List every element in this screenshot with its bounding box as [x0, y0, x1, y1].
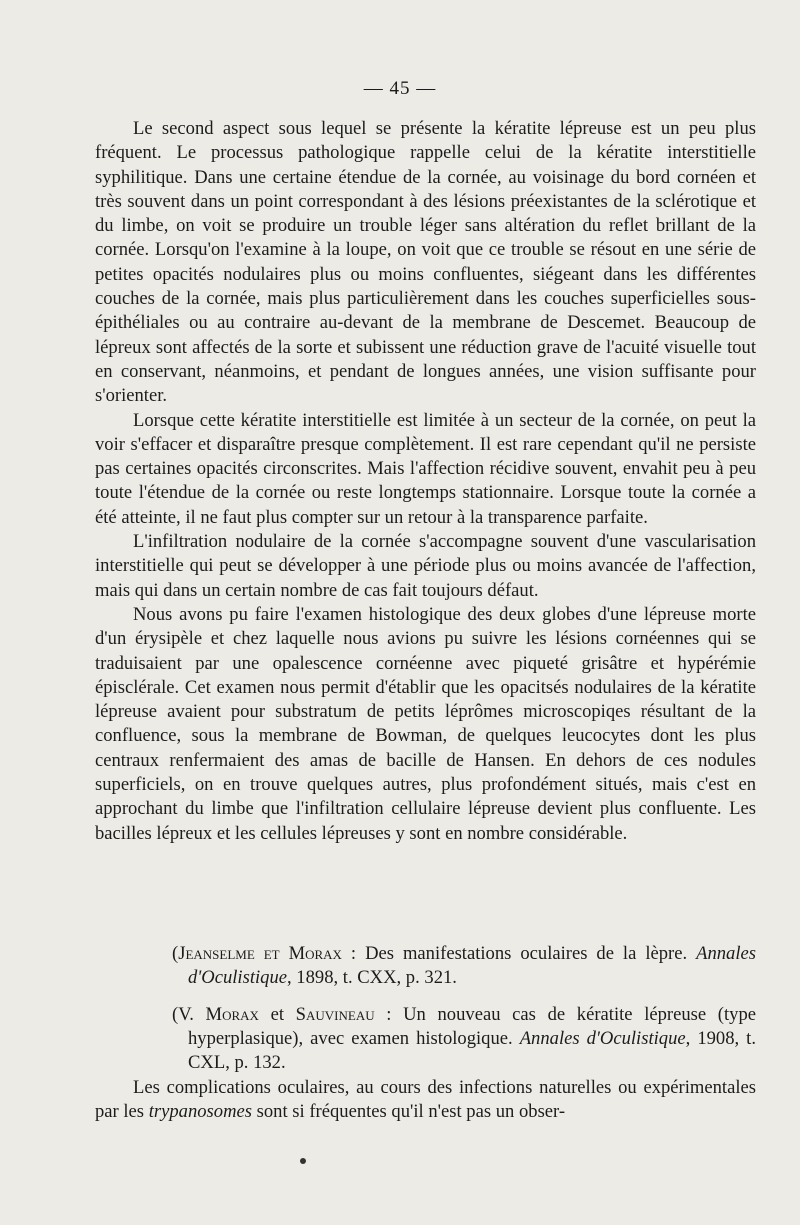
ref-mid: et — [258, 1003, 296, 1025]
reference-1 — [172, 942, 756, 991]
ref-authors-2: Sauvineau — [295, 1003, 375, 1025]
closing-emph: trypanosomes — [148, 1101, 252, 1123]
reference-2 — [172, 1003, 756, 1076]
ink-dot — [300, 1158, 306, 1164]
body-text — [95, 117, 756, 846]
ref-journal: Annales d'Oculistique — [519, 1027, 686, 1049]
ref-details: , 1908, t. CXL, p. 132. — [188, 1027, 756, 1074]
closing-after: sont si fréquentes qu'il n'est pas un obser- — [252, 1101, 566, 1123]
ref-sep: : — [374, 1003, 404, 1025]
closing-text — [95, 1076, 756, 1125]
paragraph-2: Lorsque cette kératite interstitielle est limitée à un secteur de la cornée, on peut la voir s'effacer et disparaître presque complètement. Il est rare cependant qu'il ne persiste pas certaines opacités circonscrites. Mais l'affection récidive souvent, envahit peu à peu toute l'étendue de la cornée ou reste longtemps stationnaire. Lorsque toute la cornée a été atteinte, il ne faut plus compter sur un retour à la transparence parfaite. — [95, 409, 756, 528]
ref-open: ( — [172, 943, 179, 964]
paragraph-3: L'infiltration nodulaire de la cornée s'accompagne souvent d'une vascularisation interstitielle qui peut se développer à une période plus ou moins avancée de l'affection, mais qui dans un certain nombre de cas fait toujours défaut. — [95, 531, 756, 601]
ref-title: Des manifestations oculaires de la lèpre. — [365, 943, 697, 964]
ref-title: Un nouveau cas de kératite lépreuse (type hyperplasique), avec examen histologique. — [188, 1003, 757, 1049]
ref-details: , 1898, t. CXX, p. 321. — [287, 967, 457, 989]
page-number: — 45 — — [363, 78, 437, 99]
ref-authors: Jeanselme et Morax — [178, 943, 342, 964]
ref-sep: : — [341, 943, 366, 964]
ref-authors: Morax — [205, 1003, 259, 1025]
ref-open: (V. — [172, 1003, 206, 1025]
paragraph-5 — [95, 1076, 756, 1125]
closing-before: Les complications oculaires, au cours des infections naturelles ou expérimentales par les — [95, 1077, 756, 1123]
ref-journal: Annales d'Oculistique — [188, 943, 756, 989]
references — [172, 942, 756, 1087]
paragraph-4: Nous avons pu faire l'examen histologique des deux globes d'une lépreuse morte d'un érysipèle et chez laquelle nous avions pu suivre les lésions cornéennes qui se traduisaient par une opalescence cornéenne avec piqueté grisâtre et hypérémie épisclérale. Cet examen nous permit d'établir que les opacitsés nodulaires de la kératite lépreuse avaient pour substratum de petits léprômes microscopiqes résultant de la confluence, sous la membrane de Bowman, de quelques leucocytes dont les plus centraux renfermaient des amas de bacille de Hansen. En dehors de ces nodules superficiels, on en trouve quelques autres, plus profondément situés, mais c'est en approchant du limbe que l'infiltration cellulaire lépreuse devient plus confluente. Les bacilles lépreux et les cellules lépreuses y sont en nombre considérable. — [95, 603, 756, 844]
paragraph-1: Le second aspect sous lequel se présente la kératite lépreuse est un peu plus fréquent. Le processus pathologique rappelle celui de la kératite interstitielle syphilitique. Dans une certaine étendue de la cornée, au voisinage du bord cornéen et très souvent dans un point correspondant à des lésions préexistantes de la sclérotique et du limbe, on voit se produire un trouble léger sans altération du reflet brillant de la cornée. Lorsqu'on l'examine à la loupe, on voit que ce trouble se résout en une série de petites opacités nodulaires plus ou moins confluentes, siégeant dans les différentes couches de la cornée, mais plus particulièrement dans les couches superficielles sous-épithéliales ou au contraire au-devant de la membrane de Descemet. Beaucoup de lépreux sont affectés de la sorte et subissent une réduction grave de l'acuité visuelle tout en conservant, néanmoins, et pendant de longues années, une vision suffisante pour s'orienter. — [95, 118, 756, 407]
